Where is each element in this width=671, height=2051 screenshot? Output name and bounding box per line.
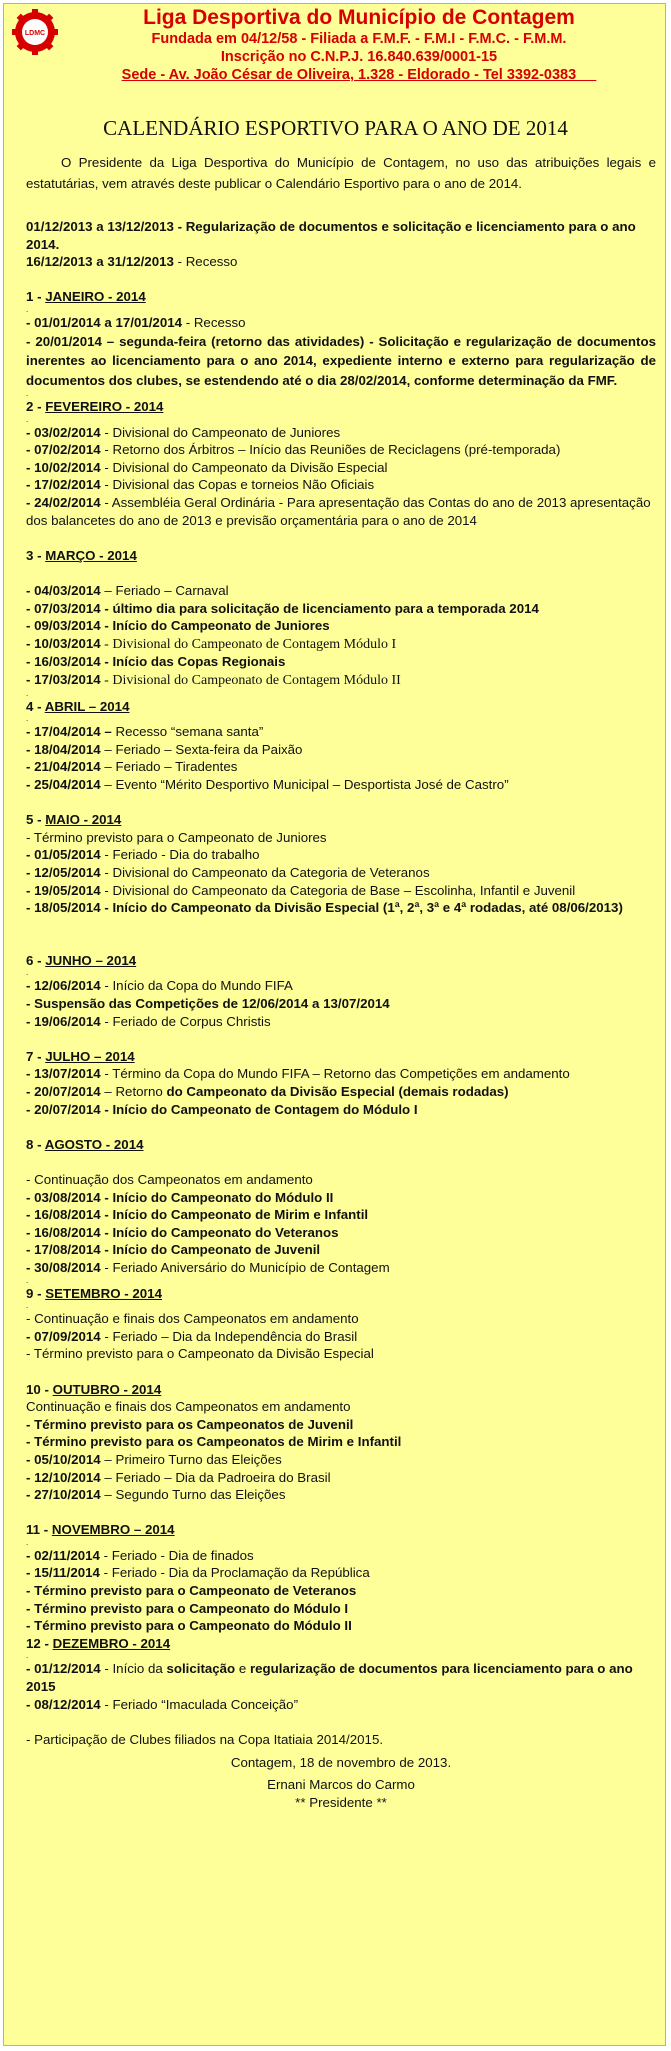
pre-line: 01/12/2013 a 13/12/2013 - Regularização de documentos e solicitação e licenciamento para o ano 2014.: [26, 219, 636, 252]
list-item: - 17/08/2014 - Início do Campeonato de Juvenil: [26, 1242, 321, 1258]
list-item: - 16/08/2014 - Início do Campeonato do Veteranos: [26, 1224, 339, 1240]
list-item: - 12/05/2014 - Divisional do Campeonato da Categoria de Veteranos: [26, 864, 430, 880]
document-page: [3, 3, 666, 2046]
list-item: - Término previsto para os Campeonatos de Juvenil: [26, 1416, 354, 1432]
month-heading: 3 - MARÇO - 2014: [26, 547, 137, 563]
list-item: - 20/07/2014 - Início do Campeonato de Contagem do Módulo I: [26, 1101, 418, 1117]
list-item: - 01/05/2014 - Feriado - Dia do trabalho: [26, 847, 260, 863]
list-item: - Suspensão das Competições de 12/06/2014 a 13/07/2014: [26, 996, 390, 1012]
list-item: - 16/08/2014 - Início do Campeonato de Mirim e Infantil: [26, 1207, 369, 1223]
list-item: - 12/06/2014 - Início da Copa do Mundo FIFA: [26, 978, 293, 994]
address-line: Sede - Av. João César de Oliveira, 1.328 - Eldorado - Tel 3392-0383: [121, 67, 597, 83]
list-item: - 04/03/2014 – Feriado – Carnaval: [26, 583, 229, 598]
list-item: - 21/04/2014 – Feriado – Tiradentes: [26, 759, 238, 775]
list-item: - 17/04/2014 – Recesso “semana santa”: [26, 724, 264, 740]
list-item: - Continuação dos Campeonatos em andamento: [26, 1172, 313, 1187]
list-item: - 07/02/2014 - Retorno dos Árbitros – Início das Reuniões de Reciclagens (pré-temporada): [26, 442, 561, 458]
list-item: - 08/12/2014 - Feriado “Imaculada Conceição”: [26, 1696, 298, 1712]
signature-role: ** Presidente **: [295, 1794, 387, 1810]
list-item: - 10/02/2014 - Divisional do Campeonato da Divisão Especial: [26, 459, 388, 475]
league-name: Liga Desportiva do Município de Contagem: [143, 6, 575, 29]
list-item: - 10/03/2014 - Divisional do Campeonato de Contagem Módulo I: [26, 635, 397, 652]
list-item: - 15/11/2014 - Feriado - Dia da Proclamação da República: [26, 1565, 370, 1581]
month-heading: 7 - JULHO – 2014: [26, 1048, 135, 1064]
ldmc-logo: [12, 9, 58, 55]
month-heading: 1 - JANEIRO - 2014: [26, 289, 146, 305]
month-heading: 2 - FEVEREIRO - 2014: [26, 399, 164, 415]
month-heading: 10 - OUTUBRO - 2014: [26, 1381, 162, 1397]
document-title: CALENDÁRIO ESPORTIVO PARA O ANO DE 2014: [103, 116, 568, 140]
foundation-line: Fundada em 04/12/58 - Filiada a F.M.F. - F.M.I - F.M.C. - F.M.M.: [151, 31, 567, 47]
pre-line: 16/12/2013 a 31/12/2013 - Recesso: [26, 254, 238, 270]
svg-text:LDMC: LDMC: [24, 30, 46, 37]
list-item: - 03/08/2014 - Início do Campeonato do Módulo II: [26, 1189, 334, 1205]
list-item: - 20/01/2014 – segunda-feira (retorno das atividades) - Solicitação e regularização de documentos inerentes ao licenciamento para o ano 2014, expediente interno e externo para regularização de documentos dos clubes, se estendendo até o dia 28/02/2014, conforme determinação da FMF.: [26, 333, 656, 388]
list-item: - 19/06/2014 - Feriado de Corpus Christis: [26, 1013, 271, 1029]
list-item: - 07/09/2014 - Feriado – Dia da Independência do Brasil: [26, 1328, 358, 1344]
list-item: - 12/10/2014 – Feriado – Dia da Padroeira do Brasil: [26, 1469, 331, 1485]
intro-paragraph: O Presidente da Liga Desportiva do Município de Contagem, no uso das atribuições legais e estatutárias, vem através deste publicar o Calendário Esportivo para o ano de 2014.: [26, 155, 656, 191]
month-heading: 8 - AGOSTO - 2014: [26, 1136, 144, 1152]
list-item: - Término previsto para o Campeonato da Divisão Especial: [26, 1346, 374, 1362]
list-item: - 30/08/2014 - Feriado Aniversário do Município de Contagem: [26, 1259, 390, 1275]
list-item: - 09/03/2014 - Início do Campeonato de Juniores: [26, 618, 330, 634]
list-item: - 17/03/2014 - Divisional do Campeonato de Contagem Módulo II: [26, 671, 401, 688]
list-item: - 19/05/2014 - Divisional do Campeonato da Categoria de Base – Escolinha, Infantil e Juvenil: [26, 882, 576, 898]
list-item: - 03/02/2014 - Divisional do Campeonato de Juniores: [26, 424, 341, 440]
list-item: - 20/07/2014 – Retorno do Campeonato da Divisão Especial (demais rodadas): [26, 1084, 509, 1100]
month-heading: 11 - NOVEMBRO – 2014: [26, 1522, 175, 1538]
list-item: - 18/04/2014 – Feriado – Sexta-feira da Paixão: [26, 741, 303, 757]
list-item: - 25/04/2014 – Evento “Mérito Desportivo Municipal – Desportista José de Castro”: [26, 776, 509, 792]
month-heading: 4 - ABRIL – 2014: [26, 698, 130, 714]
list-item: - 16/03/2014 - Início das Copas Regionais: [26, 654, 286, 670]
month-heading: 6 - JUNHO – 2014: [26, 952, 137, 968]
list-item: - 07/03/2014 - último dia para solicitação de licenciamento para a temporada 2014: [26, 600, 539, 616]
month-heading: 12 - DEZEMBRO - 2014: [26, 1635, 171, 1651]
list-item: - 05/10/2014 – Primeiro Turno das Eleições: [26, 1451, 282, 1467]
list-item: - 27/10/2014 – Segundo Turno das Eleições: [26, 1487, 286, 1503]
list-item: Continuação e finais dos Campeonatos em andamento: [26, 1399, 351, 1415]
month-heading: 9 - SETEMBRO - 2014: [26, 1285, 162, 1301]
month-heading: 5 - MAIO - 2014: [26, 812, 122, 828]
closing-date: Contagem, 18 de novembro de 2013.: [230, 1755, 452, 1771]
list-item: - 18/05/2014 - Início do Campeonato da Divisão Especial (1ª, 2ª, 3ª e 4ª rodadas, até 08/06/2013): [26, 900, 623, 916]
participation-note: - Participação de Clubes filiados na Copa Itatiaia 2014/2015.: [26, 1731, 384, 1747]
list-item: - 02/11/2014 - Feriado - Dia de finados: [26, 1547, 254, 1563]
list-item: - Término previsto para o Campeonato de Veteranos: [26, 1583, 357, 1599]
list-item: - 17/02/2014 - Divisional das Copas e torneios Não Oficiais: [26, 477, 375, 493]
list-item: - Término previsto para o Campeonato do Módulo I: [26, 1600, 349, 1616]
list-item: - Término previsto para o Campeonato do Módulo II: [26, 1618, 352, 1634]
signature-name: Ernani Marcos do Carmo: [267, 1777, 415, 1792]
list-item: - Continuação e finais dos Campeonatos em andamento: [26, 1311, 359, 1327]
calendar-body: 01/12/2013 a 13/12/2013 - Regularização de documentos e solicitação e licenciamento para o ano 2014. 16/12/2013 a 31/12/2013 - Recesso 1 - JANEIRO - 2014 . - 01/01/2014 a 17/01/2014 - Recesso - 20/01/2014 – segunda-feira (retorno das atividades) - Solicitação e regularização de documentos inerentes ao licenciamento para o ano 2014, expediente interno e externo para regularização de documentos dos clubes, se estendendo até o dia 28/02/2014, conforme determinação da FMF. . 2 - FEVEREIRO - 2014 . - 03/02/2014 - Divisional do Campeonato de Juniores - 07/02/2014 - Retorno dos Árbitros – Início das Reuniões de Reciclagens (pré-temporada) - 10/02/2014 - Divisional do Campeonato da Divisão Especial - 17/02/2014 - Divisional das Copas e torneios Não Oficiais - 24/02/2014 - Assembléia Geral Ordinária - Para apresentação das Contas do ano de 2013 apresentação dos balancetes do ano de 2013 e previsão orçamentária para o ano de 2014 3 - MARÇO - 2014 - 04/03/2014 – Feriado – Carnaval - 07/03/2014 - último dia para solicitação de licenciamento para a temporada 2014 - 09/03/2014 - Início do Campeonato de Juniores - 10/03/2014 - Divisional do Campeonato de Contagem Módulo I - 16/03/2014 - Início das Copas Regionais - 17/03/2014 - Divisional do Campeonato de Contagem Módulo II . 4 - ABRIL – 2014 . - 17/04/2014 – Recesso “semana santa” - 18/04/2014 – Feriado – Sexta-feira da Paixão - 21/04/2014 – Feriado – Tiradentes - 25/04/2014 – Evento “Mérito Desportivo Municipal – Desportista José de Castro” 5 - MAIO - 2014 - Término previsto para o Campeonato de Juniores - 01/05/2014 - Feriado - Dia do trabalho - 12/05/2014 - Divisional do Campeonato da Categoria de Veteranos - 19/05/2014 - Divisional do Campeonato da Categoria de Base – Escolinha, Infantil e Juvenil - 18/05/2014 - Início do Campeonato da Divisão Especial (1ª, 2ª, 3ª e 4ª rodadas, até 08/06/2013) 6 - JUNHO – 2014 . - 12/06/2014 - Início da Copa do Mundo FIFA - Suspensão das Competições de 12/06/2014 a 13/07/2014 - 19/06/2014 - Feriado de Corpus Christis 7 - JULHO – 2014 - 13/07/2014 - Término da Copa do Mundo FIFA – Retorno das Competições em andamento - 20/07/2014 – Retorno do Campeonato da Divisão Especial (demais rodadas) - 20/07/2014 - Início do Campeonato de Contagem do Módulo I 8 - AGOSTO - 2014 - Continuação dos Campeonatos em andamento - 03/08/2014 - Início do Campeonato do Módulo II - 16/08/2014 - Início do Campeonato de Mirim e Infantil - 16/08/2014 - Início do Campeonato do Veteranos - 17/08/2014 - Início do Campeonato de Juvenil - 30/08/2014 - Feriado Aniversário do Município de Contagem . 9 - SETEMBRO - 2014 . - Continuação e finais dos Campeonatos em andamento - 07/09/2014 - Feriado – Dia da Independência do Brasil - Término previsto para o Campeonato da Divisão Especial 10 - OUTUBRO - 2014 Continuação e finais dos Campeonatos em andamento - Término previsto para os Campeonatos de Juvenil - Término previsto para os Campeonatos de Mirim e Infantil - 05/10/2014 – Primeiro Turno das Eleições - 12/10/2014 – Feriado – Dia da Padroeira do Brasil - 27/10/2014 – Segundo Turno das Eleições 11 - NOVEMBRO – 2014 . - 02/11/2014 - Feriado - Dia de finados - 15/11/2014 - Feriado - Dia da Proclamação da República - Término previsto para o Campeonato de Veteranos - Término previsto para o Campeonato do Módulo I - Término previsto para o Campeonato do Módulo II 12 - DEZEMBRO - 2014 . - 01/12/2014 - Início da solicitação e regularização de documentos para licenciamento para o ano 2015 - 08/12/2014 - Feriado “Imaculada Conceição” - Participação de Clubes filiados na Copa Itatiaia 2014/2015. Contagem, 18 de novembro de 2013. Ernani Marcos do Carmo ** Presidente **: [26, 219, 656, 1810]
list-item: - 01/01/2014 a 17/01/2014 - Recesso: [26, 314, 246, 330]
list-item: - Término previsto para o Campeonato de Juniores: [26, 829, 327, 845]
list-item: - 24/02/2014 - Assembléia Geral Ordinária - Para apresentação das Contas do ano de 2013 apresentação dos balancetes do ano de 2013 e previsão orçamentária para o ano de 2014: [26, 495, 651, 528]
cnpj-line: Inscrição no C.N.P.J. 16.840.639/0001-15: [220, 49, 498, 65]
list-item: - 01/12/2014 - Início da solicitação e regularização de documentos para licenciamento para o ano 2015: [26, 1661, 633, 1695]
list-item: - Término previsto para os Campeonatos de Mirim e Infantil: [26, 1434, 402, 1450]
list-item: - 13/07/2014 - Término da Copa do Mundo FIFA – Retorno das Competições em andamento: [26, 1066, 570, 1082]
letterhead: [64, 6, 654, 84]
